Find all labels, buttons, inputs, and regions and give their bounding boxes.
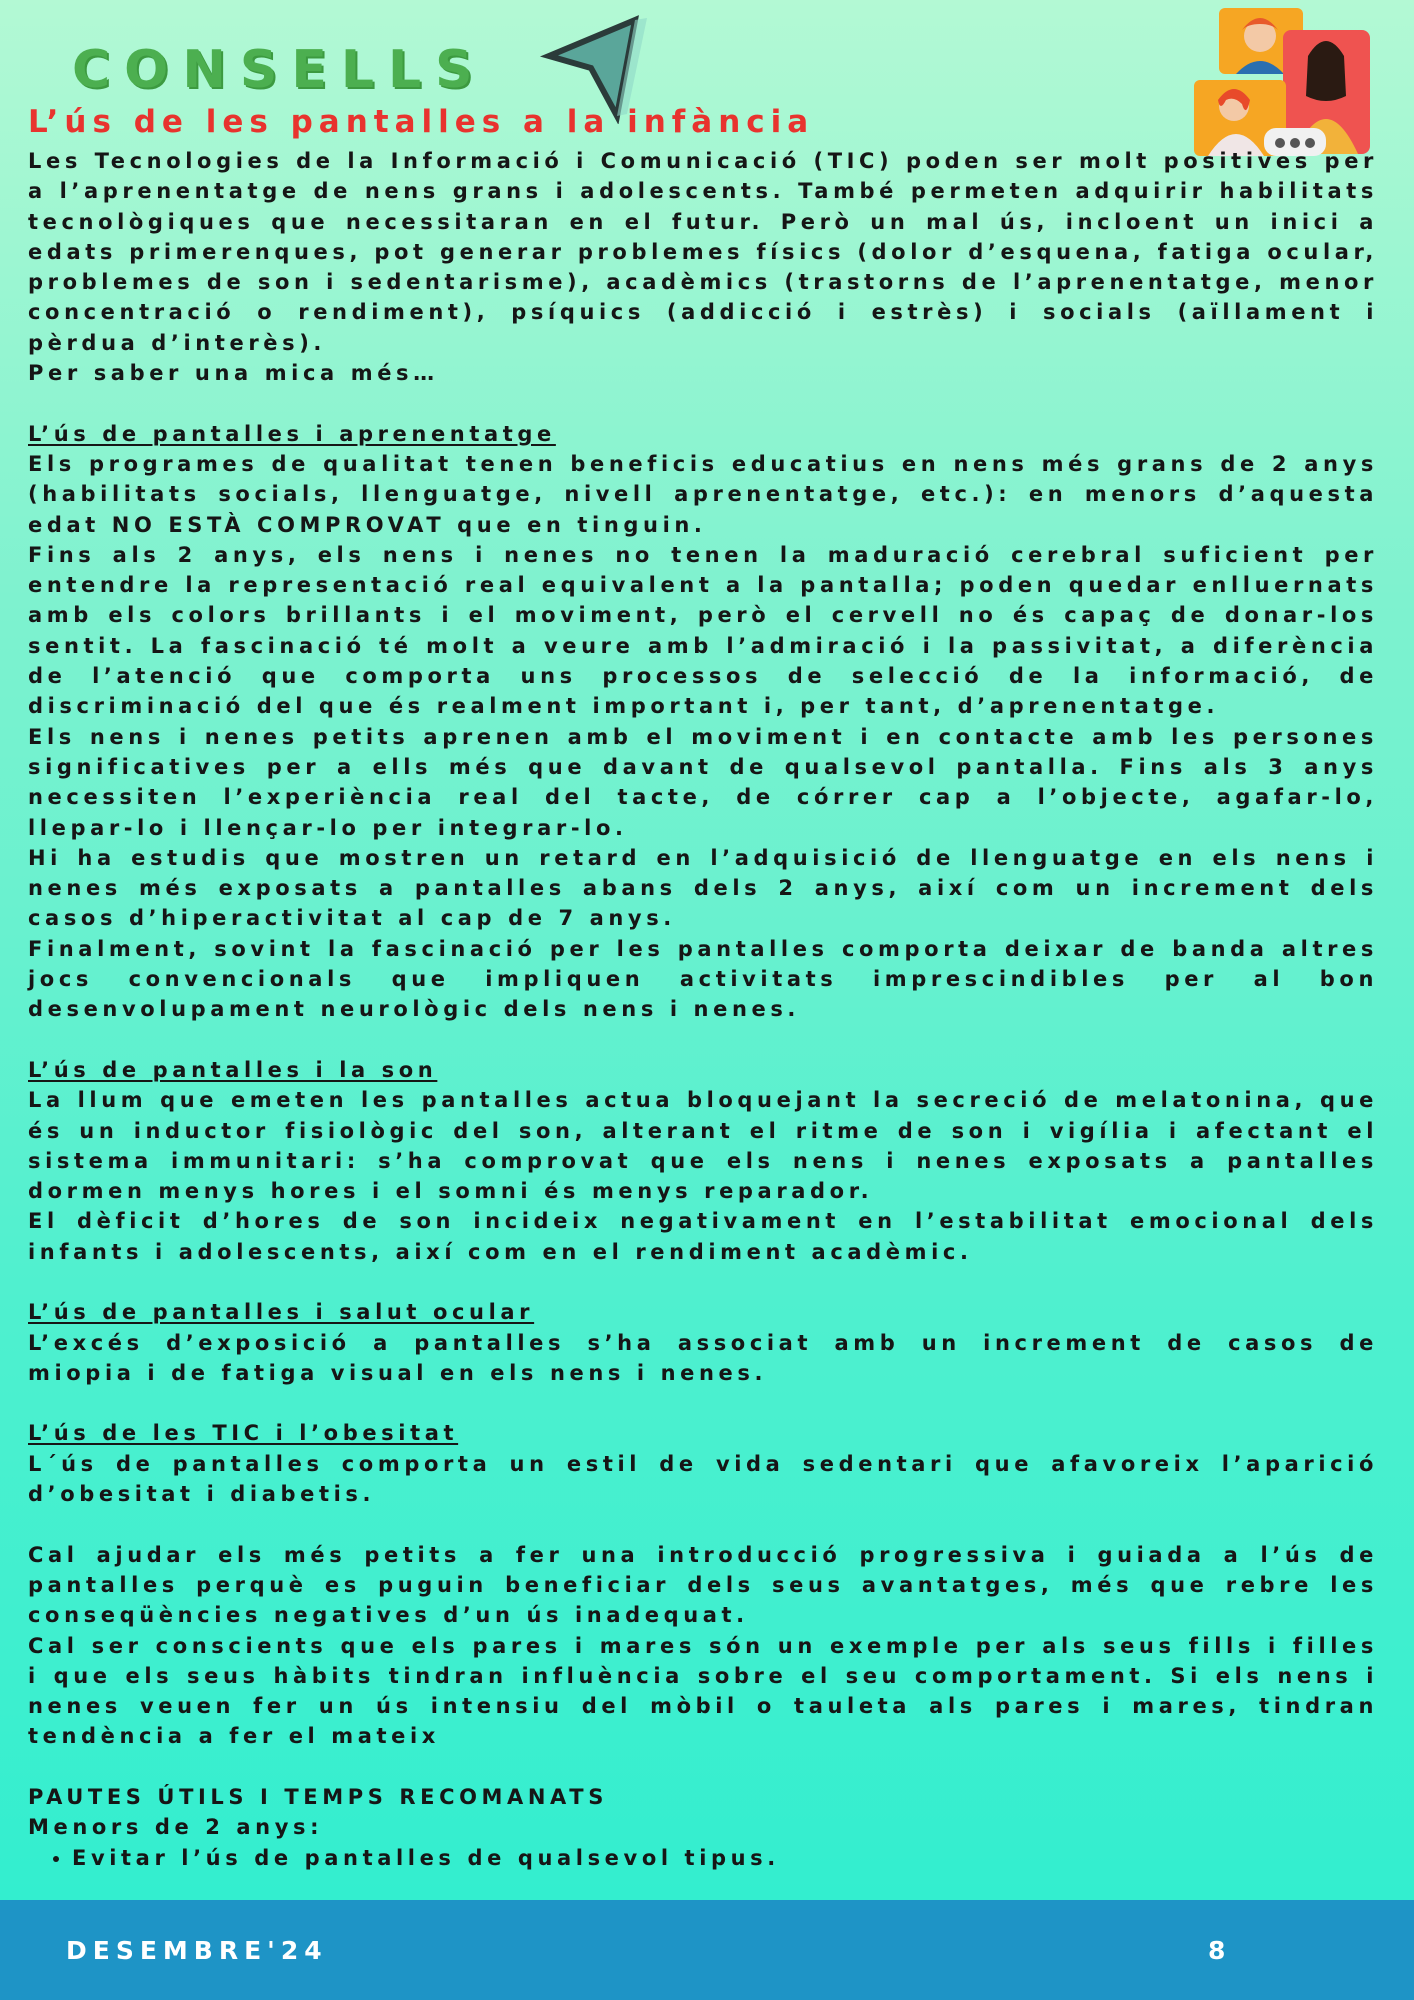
- paragraph: El dèficit d’hores de son incideix negativament en l’estabilitat emocional dels infants i adolescents, així com en el rendiment acadèmic.: [28, 1209, 1378, 1264]
- guidelines-subheading: Menors de 2 anys:: [28, 1815, 324, 1840]
- closing-paragraph: Cal ser conscients que els pares i mares són un exemple per als seus fills i filles i que els seus hàbits tindran influència sobre el seu comportament. Si els nens i nenes veuen fer un ús intensiu del mòbil o tauleta als pares i mares, tindran tendència a fer el mateix: [28, 1633, 1378, 1749]
- paragraph: Fins als 2 anys, els nens i nenes no tenen la maduració cerebral suficient per entendre la representació real equivalent a la pantalla; poden quedar enlluernats amb els colors brillants i el moviment, però el cervell no és capaç de donar-los sentit. La fascinació té molt a veure amb l’admiració i la passivitat, a diferència de l’atenció que comporta uns processos de selecció de la informació, de discriminació del que és realment important i, per tant, d’aprenentatge.: [28, 542, 1378, 719]
- footer-bar: [0, 1900, 1414, 2000]
- people-collage-illustration: [1186, 6, 1372, 156]
- paragraph: L’excés d’exposició a pantalles s’ha associat amb un increment de casos de miopia i de fatiga visual en els nens i nenes.: [28, 1330, 1378, 1385]
- intro-paragraph: Les Tecnologies de la Informació i Comunicació (TIC) poden ser molt positives per a l’aprenentatge de nens grans i adolescents. També permeten adquirir habilitats tecnològiques que necessitaran en el futur. Però un mal ús, incloent un inici a edats primerenques, pot generar problemes físics (dolor d’esquena, fatiga ocular, problemes de son i sedentarisme), acadèmics (trastorns de l’aprenentatge, menor concentració o rendiment), psíquics (addicció i estrès) i socials (aïllament i pèrdua d’interès).: [28, 149, 1378, 355]
- intro-more-text: Per saber una mica més…: [28, 361, 439, 386]
- page-title: L’ús de les pantalles a la infància: [28, 104, 815, 140]
- footer-month: DESEMBRE'24: [66, 1936, 328, 1965]
- list-item: • Evitar l’ús de pantalles de qualsevol tipus.: [72, 1843, 1378, 1873]
- page-number: 8: [1208, 1936, 1226, 1965]
- brand-title: CONSELLS: [72, 40, 487, 100]
- guidelines-list: [28, 1843, 1378, 1873]
- paragraph: Finalment, sovint la fascinació per les pantalles comporta deixar de banda altres jocs convencionals que impliquen activitats imprescindibles per al bon desenvolupament neurològic dels nens i nenes.: [28, 936, 1378, 1022]
- paragraph: La llum que emeten les pantalles actua bloquejant la secreció de melatonina, que és un inductor fisiològic del son, alterant el ritme de son i vigília i afectant el sistema immunitari: s’ha comprovat que els nens i nenes exposats a pantalles dormen menys hores i el somni és menys reparador.: [28, 1088, 1378, 1204]
- section-heading-learning: L’ús de pantalles i aprenentatge: [28, 421, 556, 446]
- closing-paragraph: Cal ajudar els més petits a fer una introducció progressiva i guiada a l’ús de pantalles perquè es puguin beneficiar dels seus avantatges, més que rebre les conseqüències negatives d’un ús inadequat.: [28, 1542, 1378, 1628]
- paragraph: Hi ha estudis que mostren un retard en l’adquisició de llenguatge en els nens i nenes més exposats a pantalles abans dels 2 anys, així com un increment dels casos d’hiperactivitat al cap de 7 anys.: [28, 845, 1378, 931]
- paragraph: Els nens i nenes petits aprenen amb el moviment i en contacte amb les persones significatives per a ells més que davant de qualsevol pantalla. Fins als 3 anys necessiten l’experiència real del tacte, de córrer cap a l’objecte, agafar-lo, llepar-lo i llençar-lo per integrar-lo.: [28, 724, 1378, 840]
- article-body: [28, 146, 1378, 1873]
- section-heading-obesity: L’ús de les TIC i l’obesitat: [28, 1421, 459, 1446]
- paragraph: Els programes de qualitat tenen beneficis educatius en nens més grans de 2 anys (habilitats socials, llenguatge, nivell aprenentatge, etc.): en menors d’aquesta edat NO ESTÀ COMPROVAT que en tinguin.: [28, 451, 1378, 537]
- guidelines-heading: PAUTES ÚTILS I TEMPS RECOMANATS: [28, 1785, 608, 1810]
- paragraph: L´ús de pantalles comporta un estil de vida sedentari que afavoreix l’aparició d’obesitat i diabetis.: [28, 1451, 1378, 1507]
- section-heading-eye-health: L’ús de pantalles i salut ocular: [28, 1300, 535, 1325]
- section-heading-sleep: L’ús de pantalles i la son: [28, 1057, 438, 1082]
